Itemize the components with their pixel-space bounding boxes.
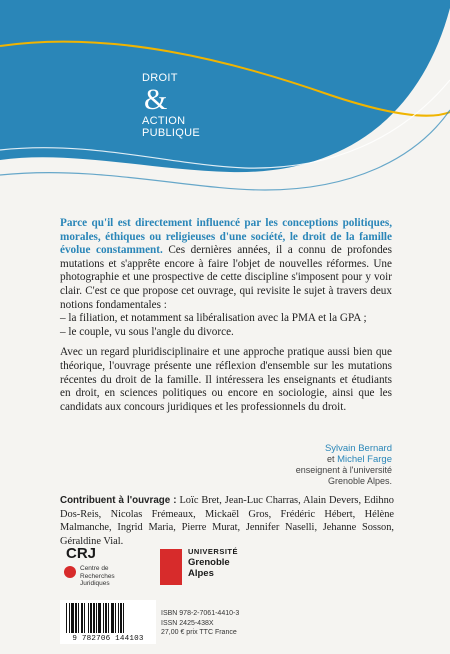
wave-graphic <box>0 0 450 205</box>
barcode-bar <box>115 603 116 633</box>
barcode-bar <box>75 603 77 633</box>
book-summary <box>60 217 392 414</box>
price-line: 27,00 € prix TTC France <box>161 629 237 637</box>
barcode-bar <box>96 603 97 633</box>
contributors <box>60 494 394 548</box>
barcode-bar <box>90 603 92 633</box>
university-line-1: UNIVERSITÉ <box>188 547 239 556</box>
author-role-1: enseignent à l'université <box>295 465 392 475</box>
barcode-bar <box>69 603 70 633</box>
crj-sub-line-3: Juridiques <box>80 580 110 588</box>
summary-paragraph-1 <box>60 217 392 312</box>
contributors-label: Contribuent à l'ouvrage : <box>60 495 177 506</box>
university-line-2: Grenoble <box>188 557 230 568</box>
isbn-line: ISBN 978-2-7061-4410-3 <box>161 610 240 617</box>
crj-logo <box>60 545 138 595</box>
series-line-action: ACTION <box>142 115 186 127</box>
barcode-digits: 9 782706 144103 <box>72 635 144 643</box>
barcode <box>60 600 156 644</box>
crj-sub-line-2: Recherches <box>80 572 115 580</box>
barcode-bar <box>88 603 89 633</box>
university-line-3: Alpes <box>188 568 214 579</box>
university-logo <box>160 546 280 590</box>
ampersand: & <box>144 83 168 116</box>
crj-sub-line-1: Centre de <box>80 565 109 572</box>
barcode-bar <box>111 603 114 633</box>
barcode-bar <box>71 603 74 633</box>
series-line-droit: DROIT <box>142 72 178 84</box>
barcode-bar <box>78 603 79 633</box>
barcode-bar <box>81 603 83 633</box>
university-mark-icon <box>160 549 182 585</box>
barcode-bar <box>108 603 109 633</box>
barcode-bar <box>84 603 85 633</box>
summary-lead: Parce qu'il est directement influencé par les conceptions politiques, morales, éthiques ou religieuses d'une société, le droit de la famille évolue constamment. <box>60 217 392 257</box>
issn-line: ISSN 2425-438X <box>161 619 214 627</box>
summary-paragraph-2: Avec un regard pluridisciplinaire et une approche pratique aussi bien que théorique, l'ouvrage présente une réflexion d'ensemble sur les mutations récentes du droit de la famille. Il intéressera les enseignants et étudiants en droit, en sciences politiques ou encore en sociologie, ainsi que les candidats aux concours juridiques et les professionnels du droit. <box>60 346 392 413</box>
barcode-bar <box>103 603 104 633</box>
barcode-bar <box>105 603 107 633</box>
isbn-block <box>161 609 239 638</box>
barcode-bars <box>66 603 150 633</box>
crj-title: CRJ <box>66 545 97 562</box>
author-name-1: Sylvain Bernard <box>324 443 392 454</box>
author-role-2: Grenoble Alpes. <box>327 476 392 486</box>
crj-subtitle <box>80 565 150 588</box>
barcode-bar <box>120 603 122 633</box>
cover-header-band <box>0 0 450 205</box>
series-line-publique: PUBLIQUE <box>142 127 201 139</box>
author-name-2: Michel Farge <box>337 454 392 465</box>
contributors-names: Loïc Bret, Jean-Luc Charras, Alain Devers, Edihno Dos-Reis, Nicolas Frémeaux, Mickaël Gros, Frédéric Hébert, Hélène Malmanche, Ingrid Maria, Pierre Murat, Jennifer Naselli, Jehanne Sosson, Géraldine Vial. <box>60 495 395 547</box>
barcode-bar <box>123 603 124 633</box>
summary-bullet-filiation: – la filiation, et notamment sa libéralisation avec la PMA et la GPA ; <box>60 312 367 325</box>
collection-logo <box>142 72 200 139</box>
crj-mark-icon <box>64 566 76 578</box>
barcode-bar <box>118 603 119 633</box>
summary-text: Ces dernières années, il a connu de profondes mutations et s'apprête encore à faire l'objet de nouvelles réformes. Une photographie et une prospective de cette discipline s'imposent pour y voir clair. C'est ce que propose cet ouvrage, qui revisite le sujet à travers deux notions fondamentales : <box>60 244 392 311</box>
author-conjunction: et <box>327 454 335 464</box>
barcode-bar <box>93 603 95 633</box>
authors-block <box>296 443 392 487</box>
barcode-bar <box>98 603 101 633</box>
university-name <box>188 546 238 579</box>
barcode-bar <box>66 603 67 633</box>
summary-bullet-couple: – le couple, vu sous l'angle du divorce. <box>60 325 234 338</box>
